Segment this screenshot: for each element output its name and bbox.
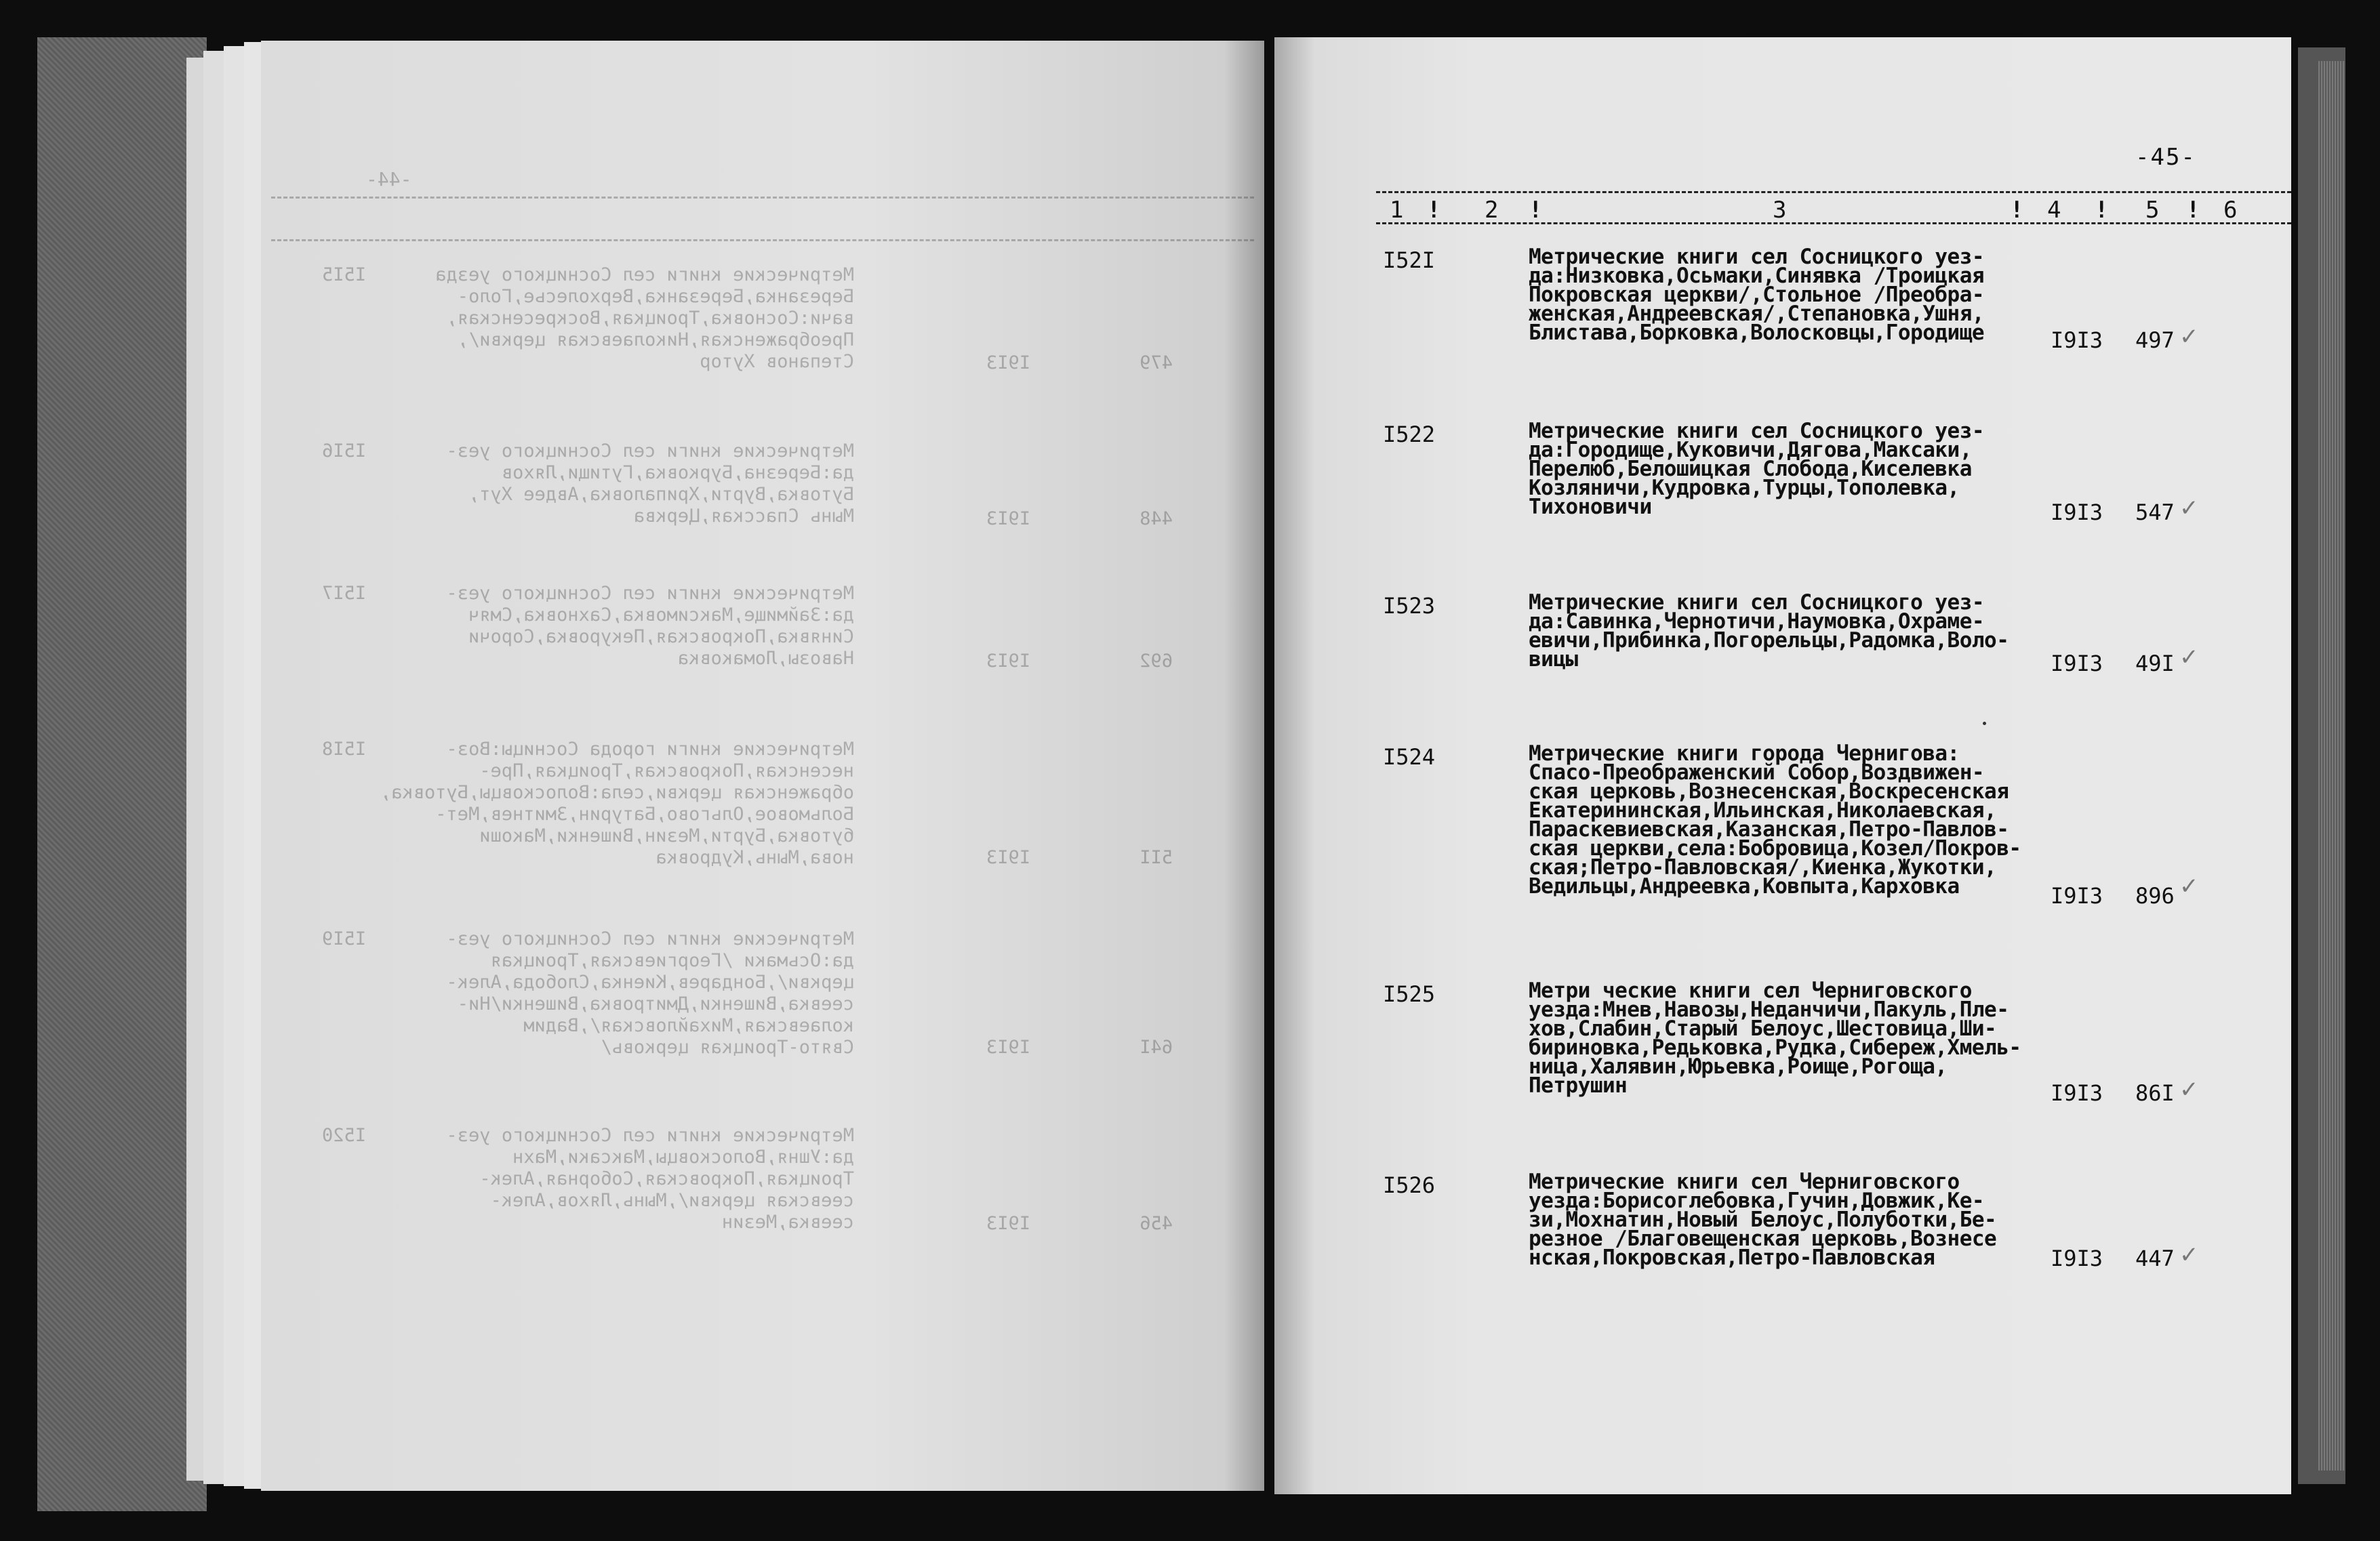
entry-page-count: 49I [2135, 651, 2175, 676]
ghost-entry-year: I9I3 [986, 651, 1030, 672]
page-stack-edge-right [2318, 61, 2345, 1471]
entry-year: I9I3 [2051, 327, 2103, 353]
checkmark-icon: ✓ [2179, 1241, 2199, 1269]
column-separator: ! [2010, 197, 2024, 224]
entry-description: Метрические книги сел Сосницкого уез- да:Низковка,Осьмаки,Синявка /Троицкая Покровская церкви/,Стольное /Преобра- женская,Андреевская/,Степановка,Ушня, Блистава,Борковка,Волосковцы,Городище [1529, 245, 1985, 345]
column-separator: ! [2095, 197, 2109, 224]
entry-page-count: 896 [2135, 883, 2175, 909]
entry-year: I9I3 [2051, 1080, 2103, 1106]
ghost-entry-number: I520 [321, 1125, 366, 1146]
checkmark-icon: ✓ [2179, 1076, 2199, 1103]
entry-number: I525 [1383, 981, 1436, 1007]
entry-description: Метрические книги сел Сосницкого уез- да:Городище,Куковичи,Дягова,Максаки, Перелюб,Белошицкая Слобода,Киселевка Козляничи,Кудровка,Турцы,Тополевка, Тихоновичи [1529, 419, 1985, 519]
paper-speck [1983, 722, 1986, 725]
header-rule-bottom [1376, 222, 2291, 224]
header-rule-top [1376, 191, 2291, 193]
entry-description: Метрические книги сел Сосницкого уез- да:Савинка,Чернотичи,Наумовка,Охраме- евичи,Прибинка,Погорельцы,Радомка,Воло- вицы [1529, 590, 2009, 672]
ghost-entry-text: Метрические книги сел Сосницкого уезда Березанка,Березанка,Верхолесье,Голо- вачи:Сосновка,Троицкая,Воскресенская, Преображенская,Николаевская церкви/, Степанов Хутор [435, 264, 854, 372]
checkmark-icon: ✓ [2179, 644, 2199, 671]
entry-number: I524 [1383, 744, 1436, 770]
column-separator: ! [2186, 197, 2200, 224]
ghost-entry-count: 479 [1139, 352, 1173, 373]
ghost-entry-count: 5II [1139, 847, 1173, 868]
column-header-6: 6 [2223, 197, 2238, 224]
ghost-entry-number: I5I8 [321, 739, 366, 760]
entry-year: I9I3 [2051, 883, 2103, 909]
column-separator: ! [1427, 197, 1441, 224]
entry-number: I526 [1383, 1172, 1436, 1198]
entry-page-count: 547 [2135, 499, 2175, 525]
ghost-entry-number: I5I9 [321, 928, 366, 949]
checkmark-icon: ✓ [2179, 495, 2199, 522]
entry-year: I9I3 [2051, 499, 2103, 525]
ghost-entry-year: I9I3 [986, 847, 1030, 868]
entry-page-count: 86I [2135, 1080, 2175, 1106]
entry-number: I522 [1383, 422, 1436, 447]
binder-cloth-left [37, 37, 207, 1511]
ghost-entry-count: 692 [1139, 651, 1173, 672]
bleed-through-text [271, 142, 1254, 1294]
ghost-entry-count: 456 [1139, 1213, 1173, 1234]
ghost-entry-year: I9I3 [986, 508, 1030, 529]
ghost-entry-text: Метрические книги сел Сосницкого уез- да:Осьмаки /Георгиевская,Троицкая церкви/,Бондарев,Киенка,Слобода,Алек- сеевка,Вишенки,Дмитровка,Вишенки/Ни- колаевская,Михайловская/,Вадим Свято-Троицкая церковь/ [446, 928, 854, 1058]
ghost-entry-number: I5I7 [321, 583, 366, 604]
ghost-entry-number: I5I6 [321, 440, 366, 461]
ghost-entry-text: Метрические книги сел Сосницкого уез- да:Березна,Бурковка,Гутищи,Ляхов Бутовка,Вурти,Хрипаловка,Авдее Хут, Мынь Спасская,Церква [446, 440, 854, 527]
column-header-4: 4 [2047, 197, 2061, 224]
checkmark-icon: ✓ [2179, 873, 2199, 900]
page-number: -45- [2135, 144, 2196, 171]
column-separator: ! [1529, 197, 1543, 224]
entry-page-count: 447 [2135, 1246, 2175, 1271]
entry-number: I523 [1383, 593, 1436, 619]
checkmark-icon: ✓ [2179, 323, 2199, 350]
column-header-1: 1 [1390, 197, 1404, 224]
ghost-entry-year: I9I3 [986, 1037, 1030, 1058]
ghost-entry-text: Метрические книги города Сосницы:Воз- несенская,Покровская,Троицкая,Пре- ображенская церкви,села:Волосковцы,Бутовка, Больмовое,Ольгово,Батурин,Змитнев,Мет- бутовка,Бурти,Мезин,Вишенки,Макоши нова,Мынь,Кудровка [380, 739, 854, 868]
column-header-2: 2 [1485, 197, 1499, 224]
ghost-entry-text: Метрические книги сел Сосницкого уез- да:Ушня,Волосковцы,Максаки,Махн Троицкая,Покровская,Соборная,Алек- сеевская церкви/,Мынь,Ляхов,Алек- сеевка,Мезин [446, 1125, 854, 1233]
column-headers [1376, 197, 2291, 224]
column-header-5: 5 [2145, 197, 2160, 224]
entry-description: Метрические книги сел Черниговского уезда:Борисоглебовка,Гучин,Довжик,Ке- зи,Мохнатин,Новый Белоус,Полуботки,Бе- резное /Благовещенская церковь,Вознесе нская,Покровская,Петро-Павловская [1529, 1170, 1997, 1270]
entry-year: I9I3 [2051, 651, 2103, 676]
ghost-entry-year: I9I3 [986, 1213, 1030, 1234]
entry-number: I52I [1383, 247, 1436, 273]
ghost-entry-year: I9I3 [986, 352, 1030, 373]
ghost-page-number: -44- [366, 168, 412, 190]
entry-page-count: 497 [2135, 327, 2175, 353]
entry-description: Метри ческие книги сел Черниговского уезда:Мнев,Навозы,Неданчичи,Пакуль,Пле- хов,Слабин,Старый Белоус,Шестовица,Ши- бириновка,Редьковка,Рудка,Сибереж,Хмель- ница,Халявин,Юрьевка,Роище,Рогоща, Петрушин [1529, 979, 2021, 1098]
column-header-3: 3 [1773, 197, 1787, 224]
ghost-entry-count: 64I [1139, 1037, 1173, 1058]
ghost-entry-text: Метрические книги сел Сосницкого уез- да:Займище,Максимовка,Сахновка,Смяч Синявка,Покровская,Пекуровка,Сорочи Навозы,Ломаковка [446, 583, 854, 669]
entry-year: I9I3 [2051, 1246, 2103, 1271]
ghost-entry-number: I5I5 [321, 264, 366, 285]
ghost-entry-count: 448 [1139, 508, 1173, 529]
entry-description: Метрические книги города Чернигова: Спасо-Преображенский Собор,Воздвижен- ская церковь,Вознесенская,Воскресенская Екатерининская,Ильинская,Николаевская, Параскевиевская,Казанская,Петро-Павлов- ская церкви,села:Бобровица,Козел/Покров- ская;Петро-Павловская/,Киенка,Жукотки, Ведильцы,Андреевка,Ковпыта,Карховка [1529, 741, 2021, 899]
